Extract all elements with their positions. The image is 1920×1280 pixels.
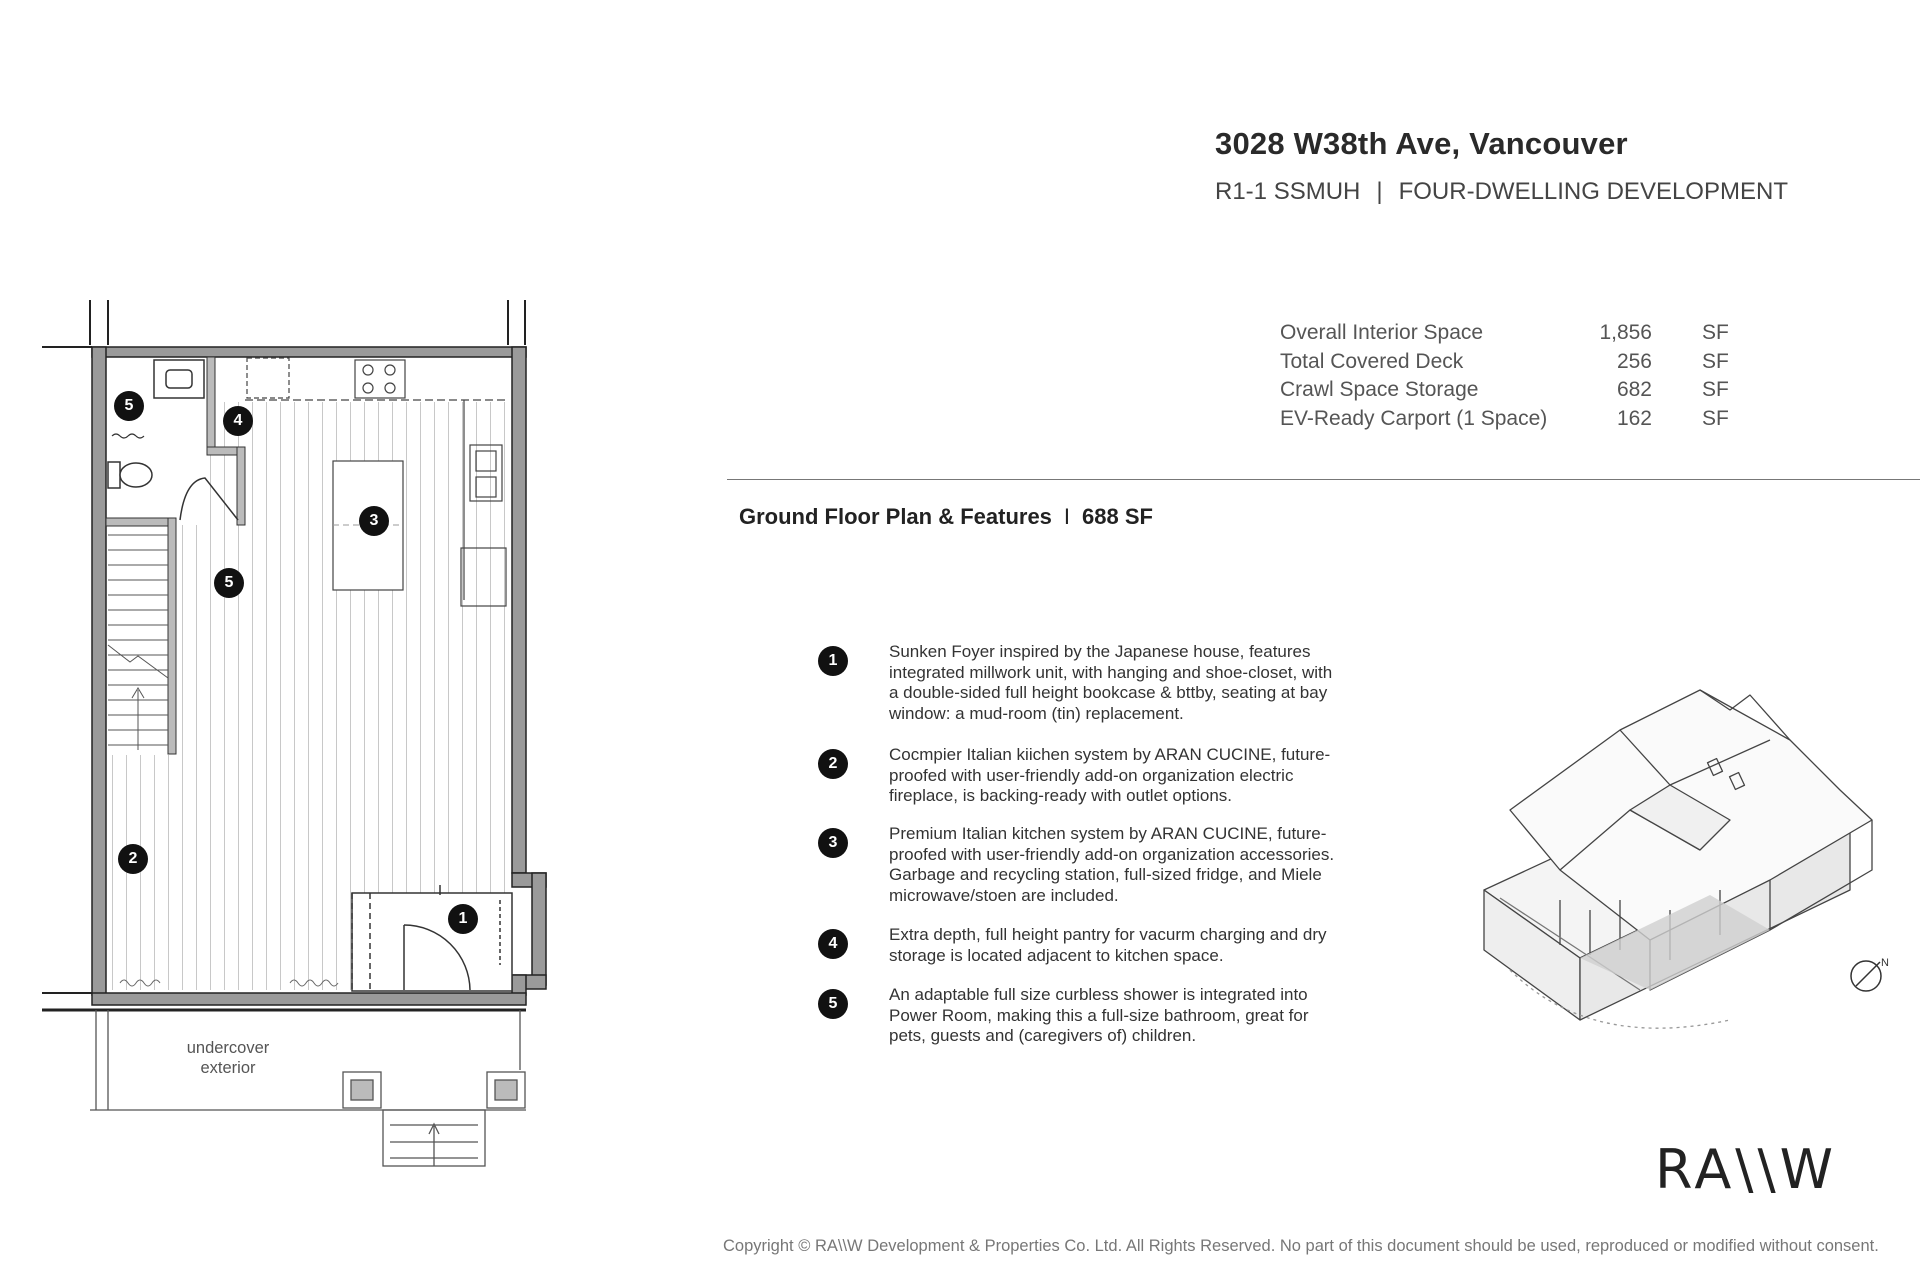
- brand-logo: RA\\W: [1655, 1138, 1838, 1201]
- section-area: 688 SF: [1082, 504, 1153, 529]
- feature-text: Cocmpier Italian kiichen system by ARAN CUCINE, future-proofed with user-friendly add-on organization electric fireplace, is backing-ready with outlet options.: [889, 745, 1331, 806]
- exterior-label-line-1: undercover: [186, 1039, 270, 1057]
- subtitle-separator: |: [1376, 178, 1383, 205]
- section-divider: [727, 479, 1920, 480]
- section-separator: I: [1063, 504, 1071, 529]
- copyright-notice: Copyright © RA\\W Development & Properties Co. Ltd. All Rights Reserved. No part of this document should be used, reproduced or modified without consent.: [723, 1237, 1879, 1255]
- stat-value: 682: [1616, 378, 1652, 401]
- sunken-foyer: [352, 885, 512, 991]
- development-label: FOUR-DWELLING DEVELOPMENT: [1398, 178, 1788, 205]
- plan-marker-kitchen: 3: [359, 506, 389, 536]
- stat-unit: SF: [1702, 321, 1729, 344]
- page-title: 3028 W38th Ave, Vancouver: [1215, 126, 1628, 161]
- stat-value: 162: [1616, 406, 1652, 430]
- stat-label: EV-Ready Carport (1 Space): [1280, 406, 1548, 430]
- feature-text: Extra depth, full height pantry for vacurm charging and dry storage is located adjacent to kitchen space.: [889, 925, 1327, 965]
- feature-number-badge: 3: [818, 828, 848, 858]
- stat-value: 256: [1616, 349, 1652, 373]
- stat-label: Crawl Space Storage: [1280, 378, 1479, 401]
- section-title: [739, 504, 1153, 530]
- plan-marker-living: 2: [118, 844, 148, 874]
- area-stats-table: [1280, 321, 1750, 435]
- stat-row: [1280, 378, 1750, 407]
- feature-text: An adaptable full size curbless shower is integrated into Power Room, making this a full-size bathroom, great for pets, guests and (caregivers of) children.: [889, 985, 1309, 1046]
- stat-label: Total Covered Deck: [1280, 349, 1464, 373]
- stat-unit: SF: [1702, 349, 1729, 373]
- stat-label: Overall Interior Space: [1280, 321, 1484, 344]
- page-subtitle: [1215, 178, 1788, 206]
- feature-number-badge: 5: [818, 989, 848, 1019]
- plan-marker-bathroom: 5: [214, 568, 244, 598]
- exterior-label-line-2: exterior: [200, 1059, 256, 1077]
- stat-value: 1,856: [1599, 321, 1652, 344]
- north-arrow-icon: [1851, 957, 1889, 991]
- plan-marker-pantry: 4: [223, 406, 253, 436]
- stat-row: [1280, 350, 1750, 379]
- feature-text: Sunken Foyer inspired by the Japanese house, features integrated millwork unit, with hanging and shoe-closet, with a double-sided full height bookcase & bttby, seating at bay window: a mud-room (tin) replacement.: [889, 642, 1333, 723]
- stat-unit: SF: [1702, 406, 1729, 430]
- feature-number-badge: 1: [818, 646, 848, 676]
- plan-marker-shower: 5: [114, 391, 144, 421]
- undercover-deck: [90, 1010, 526, 1166]
- feature-number-badge: 2: [818, 749, 848, 779]
- exterior-label: [158, 1038, 298, 1078]
- feature-text: Premium Italian kitchen system by ARAN CUCINE, future-proofed with user-friendly add-on organization accessories. Garbage and recycling station, full-sized fridge, and Miele microwave/stoen are included.: [889, 824, 1335, 905]
- ground-floor-plan: [0, 0, 560, 1200]
- section-title-text: Ground Floor Plan & Features: [739, 504, 1052, 529]
- stat-row: [1280, 321, 1750, 350]
- north-letter: N: [1881, 957, 1889, 969]
- plan-marker-foyer: 1: [448, 904, 478, 934]
- stat-unit: SF: [1702, 378, 1729, 401]
- feature-number-badge: 4: [818, 929, 848, 959]
- stat-row: [1280, 407, 1750, 436]
- zoning-label: R1-1 SSMUH: [1215, 178, 1361, 205]
- axonometric-building-diagram: [1470, 670, 1910, 1050]
